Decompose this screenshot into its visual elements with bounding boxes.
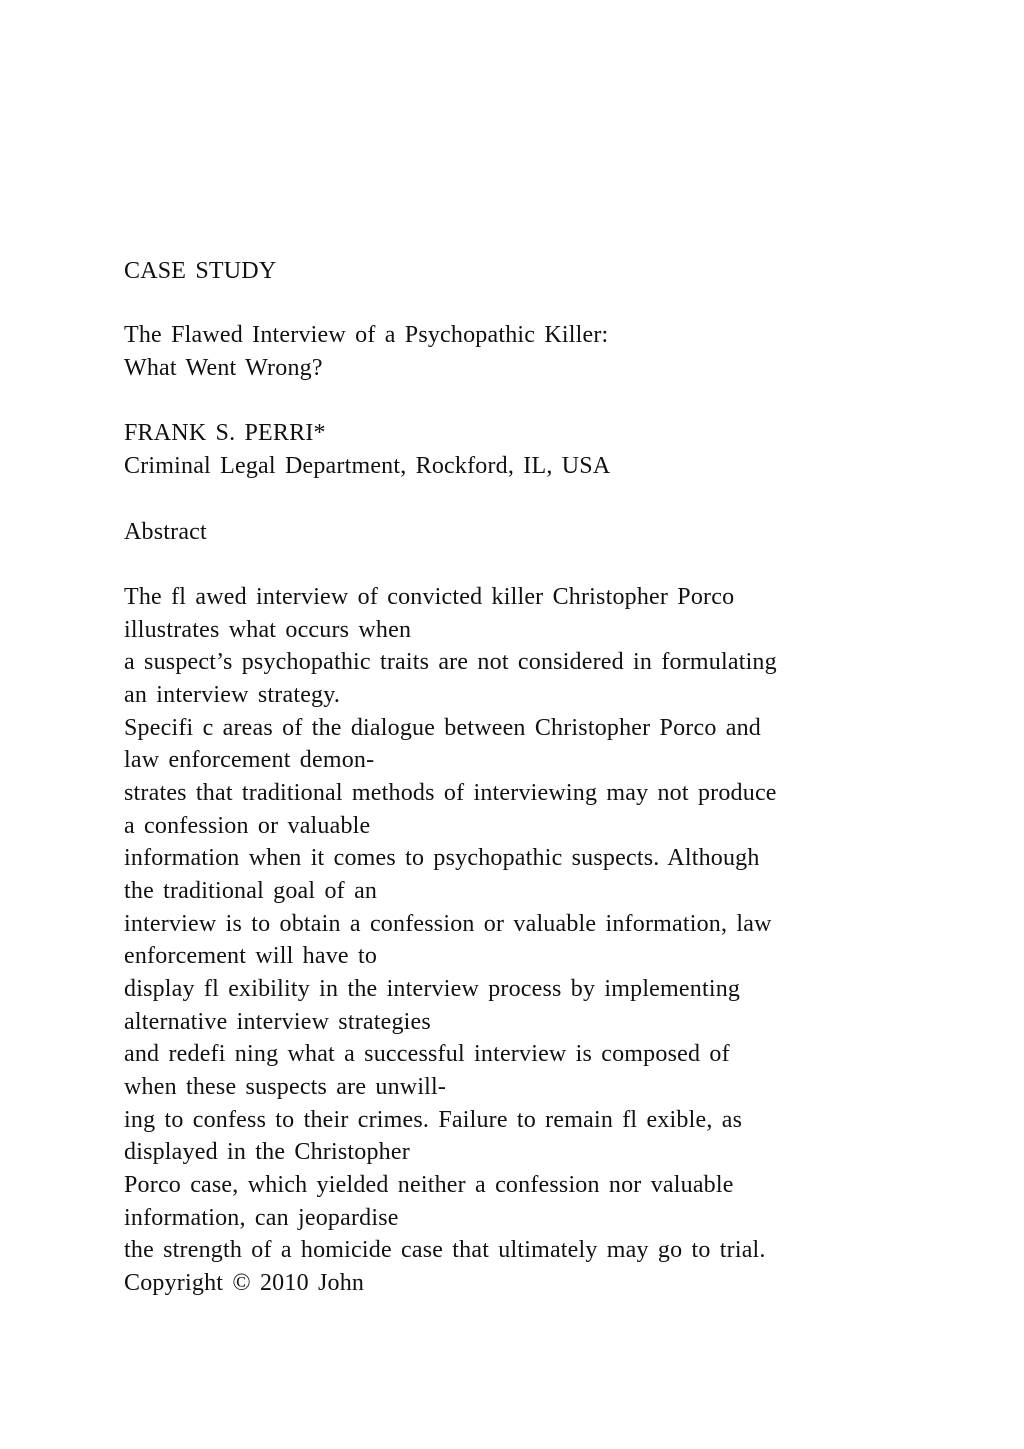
abstract-line: illustrates what occurs when [124, 617, 412, 643]
abstract-line: a suspect’s psychopathic traits are not considered in formulating [124, 649, 777, 675]
abstract-line: law enforcement demon- [124, 747, 375, 773]
title-line-2: What Went Wrong? [124, 355, 323, 381]
abstract-line: interview is to obtain a confession or valuable information, law [124, 911, 772, 937]
abstract-line: enforcement will have to [124, 943, 378, 969]
abstract-line: an interview strategy. [124, 682, 341, 708]
abstract-line: and redefi ning what a successful interview is composed of [124, 1041, 730, 1067]
case-study-label: CASE STUDY [124, 258, 277, 284]
abstract-line: strates that traditional methods of interviewing may not produce [124, 780, 777, 806]
abstract-line: alternative interview strategies [124, 1009, 431, 1035]
abstract-line: Specifi c areas of the dialogue between Christopher Porco and [124, 715, 761, 741]
author-affiliation: Criminal Legal Department, Rockford, IL, USA [124, 453, 611, 479]
abstract-line: the strength of a homicide case that ultimately may go to trial. [124, 1237, 766, 1263]
author-name: FRANK S. PERRI* [124, 420, 326, 446]
abstract-line: a confession or valuable [124, 813, 371, 839]
abstract-line: displayed in the Christopher [124, 1139, 410, 1165]
abstract-line: ing to confess to their crimes. Failure to remain fl exible, as [124, 1107, 743, 1133]
title-line-1: The Flawed Interview of a Psychopathic Killer: [124, 322, 609, 348]
abstract-line: the traditional goal of an [124, 878, 378, 904]
abstract-line: The fl awed interview of convicted killer Christopher Porco [124, 584, 735, 610]
abstract-line: information when it comes to psychopathic suspects. Although [124, 845, 760, 871]
abstract-heading: Abstract [124, 519, 207, 545]
abstract-line: information, can jeopardise [124, 1205, 399, 1231]
abstract-line: Porco case, which yielded neither a confession nor valuable [124, 1172, 734, 1198]
abstract-line: when these suspects are unwill- [124, 1074, 447, 1100]
abstract-line: display fl exibility in the interview process by implementing [124, 976, 741, 1002]
abstract-line: Copyright © 2010 John [124, 1270, 365, 1296]
